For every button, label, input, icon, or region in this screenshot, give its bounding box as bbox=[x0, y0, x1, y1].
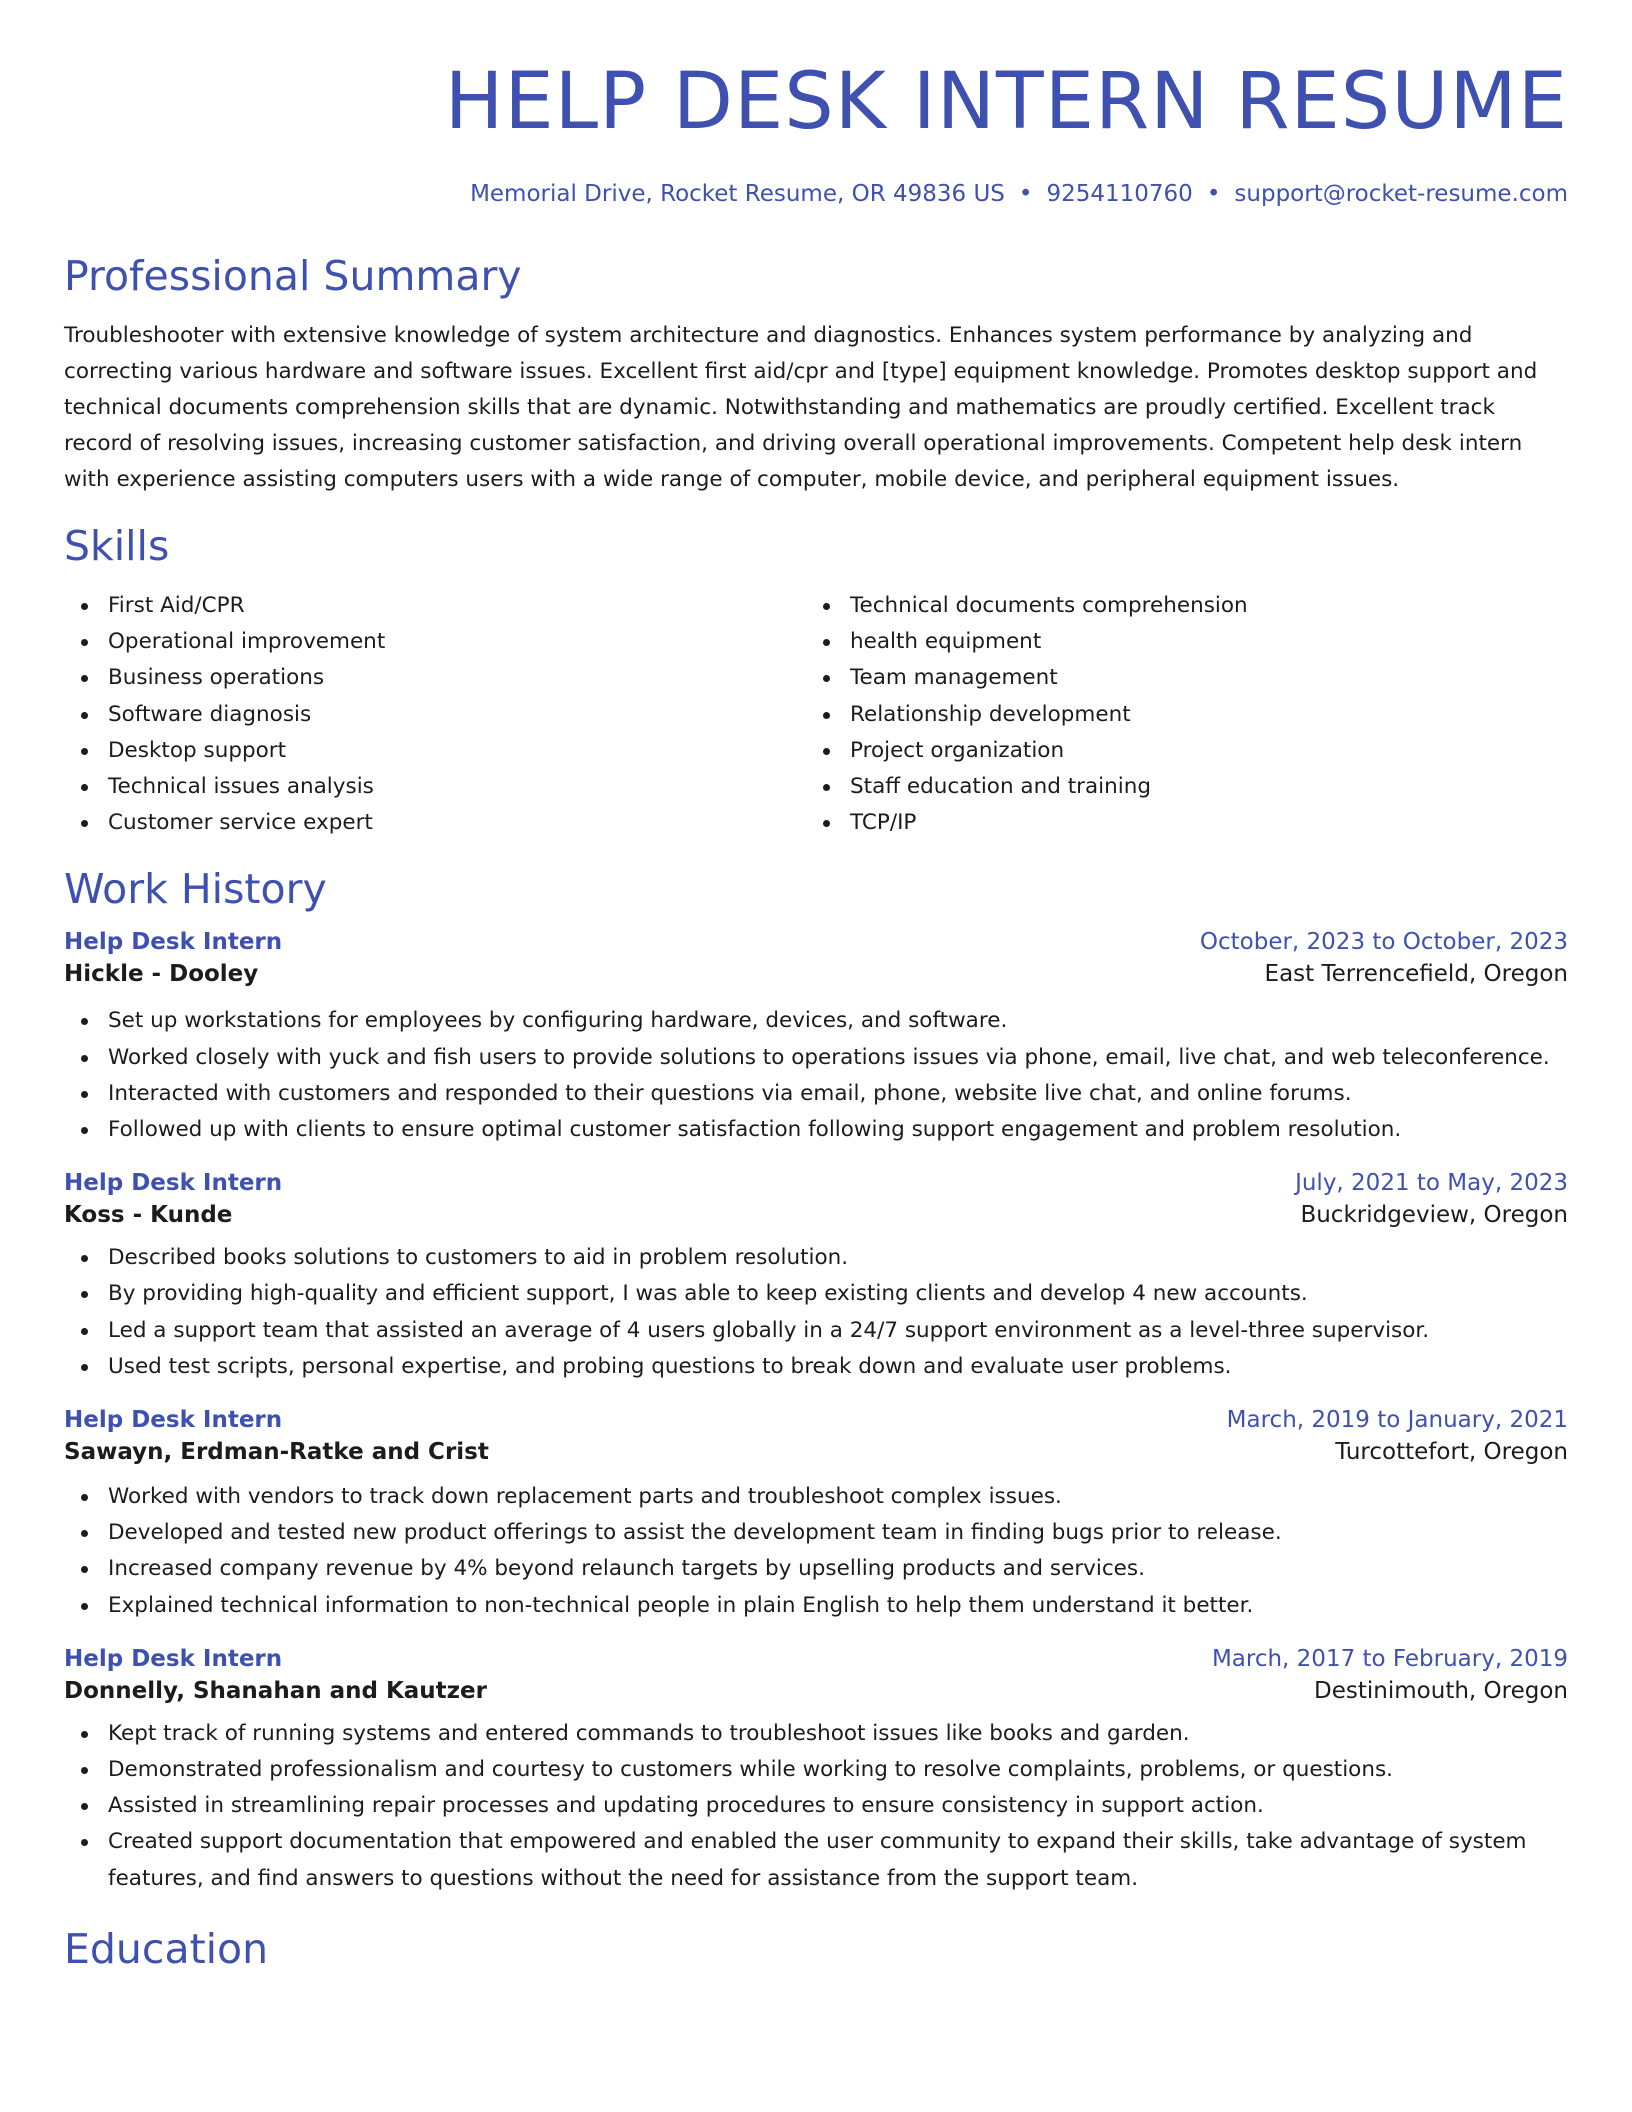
summary-text: Troubleshooter with extensive knowledge of system architecture and diagnostics. Enhances system performance by analyzing and correcting various hardware and software issues. Excellent first aid/cpr and [type] equipment knowledge. Promotes desktop support and technical documents comprehension skills that are dynamic. Notwithstanding and mathematics are proudly certified. Excellent track record of resolving issues, increasing customer satisfaction, and driving overall operational improvements. Competent help desk intern with experience assisting computers users with a wide range of computer, mobile device, and peripheral equipment issues. bbox=[64, 323, 1538, 492]
job-company: Sawayn, Erdman-Ratke and Crist bbox=[64, 1439, 489, 1466]
job-bullet: Kept track of running systems and entered commands to troubleshoot issues like books and garden. bbox=[64, 1716, 1568, 1752]
skill-item: Team management bbox=[806, 660, 1548, 696]
skills-list bbox=[64, 588, 1568, 841]
job-bullet: Demonstrated professionalism and courtesy to customers while working to resolve complaints, problems, or questions. bbox=[64, 1752, 1568, 1788]
skill-item: Software diagnosis bbox=[64, 697, 806, 733]
job-company-row bbox=[64, 1439, 1568, 1465]
job-bullet: Described books solutions to customers to aid in problem resolution. bbox=[64, 1240, 1568, 1276]
skills-heading: Skills bbox=[64, 522, 170, 570]
job-bullets bbox=[64, 1003, 1568, 1148]
job-entry bbox=[64, 1407, 1568, 1624]
job-dates: July, 2021 to May, 2023 bbox=[1295, 1170, 1568, 1197]
job-entry bbox=[64, 1646, 1568, 1897]
job-bullet: Worked closely with yuck and fish users to provide solutions to operations issues via phone, email, live chat, and web teleconference. bbox=[64, 1040, 1568, 1076]
skills-column-right bbox=[806, 588, 1548, 841]
job-header-row bbox=[64, 929, 1568, 955]
contact-address: Memorial Drive, Rocket Resume, OR 49836 US bbox=[470, 181, 1005, 207]
job-bullet: Led a support team that assisted an average of 4 users globally in a 24/7 support environment as a level-three supervisor. bbox=[64, 1313, 1568, 1349]
skill-item: Operational improvement bbox=[64, 624, 806, 660]
skills-column-left bbox=[64, 588, 806, 841]
skill-item: Desktop support bbox=[64, 733, 806, 769]
job-bullet: Explained technical information to non-technical people in plain English to help them understand it better. bbox=[64, 1588, 1568, 1624]
job-bullets bbox=[64, 1479, 1568, 1624]
job-company: Donnelly, Shanahan and Kautzer bbox=[64, 1677, 487, 1704]
job-company-row bbox=[64, 1678, 1568, 1704]
summary-heading: Professional Summary bbox=[64, 252, 522, 300]
skill-item: Relationship development bbox=[806, 697, 1548, 733]
job-bullet: Created support documentation that empowered and enabled the user community to expand their skills, take advantage of system features, and find answers to questions without the need for assistance from the support team. bbox=[64, 1824, 1568, 1896]
job-header-row bbox=[64, 1646, 1568, 1672]
job-header-row bbox=[64, 1407, 1568, 1433]
job-title: Help Desk Intern bbox=[64, 1407, 283, 1434]
skill-item: Staff education and training bbox=[806, 769, 1548, 805]
job-entry bbox=[64, 1170, 1568, 1385]
skill-item: Technical issues analysis bbox=[64, 769, 806, 805]
job-bullet: Developed and tested new product offerings to assist the development team in finding bugs prior to release. bbox=[64, 1515, 1568, 1551]
resume-title: HELP DESK INTERN RESUME bbox=[444, 57, 1568, 147]
skill-item: Project organization bbox=[806, 733, 1548, 769]
contact-email[interactable]: support@rocket-resume.com bbox=[1234, 181, 1568, 207]
job-location: Destinimouth, Oregon bbox=[1314, 1677, 1568, 1704]
job-bullet: Assisted in streamlining repair processes and updating procedures to ensure consistency in support action. bbox=[64, 1788, 1568, 1824]
job-company: Koss - Kunde bbox=[64, 1202, 233, 1229]
job-bullet: Followed up with clients to ensure optimal customer satisfaction following support engagement and problem resolution. bbox=[64, 1112, 1568, 1148]
job-entry bbox=[64, 929, 1568, 1148]
job-location: East Terrencefield, Oregon bbox=[1264, 961, 1568, 988]
skill-item: Technical documents comprehension bbox=[806, 588, 1548, 624]
skill-item: Customer service expert bbox=[64, 805, 806, 841]
skill-item: First Aid/CPR bbox=[64, 588, 806, 624]
skill-item: TCP/IP bbox=[806, 805, 1548, 841]
contact-phone: 9254110760 bbox=[1046, 181, 1193, 207]
job-company-row bbox=[64, 1202, 1568, 1228]
job-company: Hickle - Dooley bbox=[64, 961, 259, 988]
job-dates: March, 2019 to January, 2021 bbox=[1226, 1407, 1568, 1434]
job-location: Turcottefort, Oregon bbox=[1335, 1439, 1568, 1466]
work-history-heading: Work History bbox=[64, 865, 327, 914]
job-location: Buckridgeview, Oregon bbox=[1300, 1202, 1568, 1229]
contact-line bbox=[64, 178, 1568, 210]
job-company-row bbox=[64, 961, 1568, 987]
job-title: Help Desk Intern bbox=[64, 929, 283, 956]
job-bullet: Set up workstations for employees by configuring hardware, devices, and software. bbox=[64, 1003, 1568, 1039]
job-bullet: Interacted with customers and responded to their questions via email, phone, website live chat, and online forums. bbox=[64, 1076, 1568, 1112]
job-bullet: By providing high-quality and efficient support, I was able to keep existing clients and develop 4 new accounts. bbox=[64, 1276, 1568, 1312]
job-bullets bbox=[64, 1716, 1568, 1897]
education-heading: Education bbox=[64, 1924, 269, 1973]
job-bullet: Used test scripts, personal expertise, and probing questions to break down and evaluate user problems. bbox=[64, 1349, 1568, 1385]
job-bullet: Worked with vendors to track down replacement parts and troubleshoot complex issues. bbox=[64, 1479, 1568, 1515]
contact-separator: • bbox=[1206, 181, 1221, 207]
job-bullet: Increased company revenue by 4% beyond relaunch targets by upselling products and services. bbox=[64, 1551, 1568, 1587]
skill-item: health equipment bbox=[806, 624, 1548, 660]
contact-separator: • bbox=[1018, 181, 1033, 207]
skill-item: Business operations bbox=[64, 660, 806, 696]
job-header-row bbox=[64, 1170, 1568, 1196]
job-dates: October, 2023 to October, 2023 bbox=[1199, 929, 1568, 956]
job-title: Help Desk Intern bbox=[64, 1170, 283, 1197]
job-title: Help Desk Intern bbox=[64, 1645, 283, 1672]
job-dates: March, 2017 to February, 2019 bbox=[1211, 1645, 1568, 1672]
job-bullets bbox=[64, 1240, 1568, 1385]
